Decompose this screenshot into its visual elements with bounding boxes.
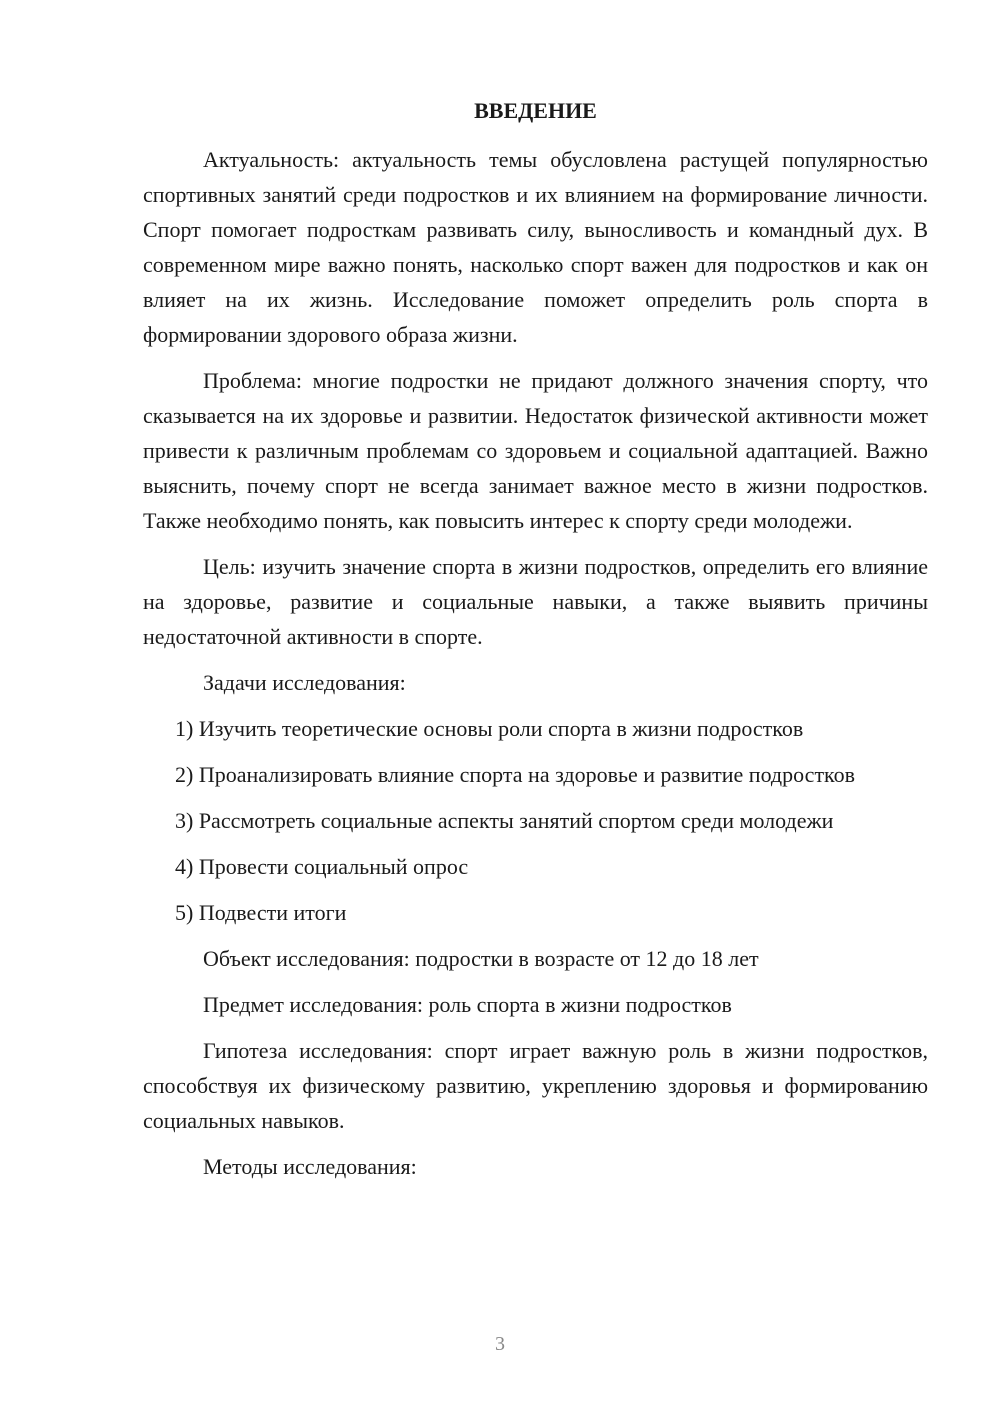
list-item: 2) Проанализировать влияние спорта на здоровье и развитие подростков [175, 762, 856, 787]
object-paragraph: Объект исследования: подростки в возрасте от 12 до 18 лет [203, 946, 759, 971]
problem-paragraph: Проблема: многие подростки не придают должного значения спорту, что сказывается на их здоровье и развитии. Недостаток физической активности может привести к различным проблемам со здоровьем и социальной адаптацией. Важно выяснить, почему спорт не всегда занимает важное место в жизни подростков. Также необходимо понять, как повысить интерес к спорту среди молодежи. [143, 368, 928, 533]
methods-heading: Методы исследования: [203, 1154, 417, 1179]
page-content [143, 93, 928, 1195]
list-item: 4) Провести социальный опрос [175, 854, 469, 879]
list-item: 5) Подвести итоги [175, 900, 347, 925]
list-item: 1) Изучить теоретические основы роли спорта в жизни подростков [175, 716, 804, 741]
tasks-heading: Задачи исследования: [203, 670, 406, 695]
tasks-list [143, 711, 928, 930]
goal-paragraph: Цель: изучить значение спорта в жизни подростков, определить его влияние на здоровье, развитие и социальные навыки, а также выявить причины недостаточной активности в спорте. [143, 554, 928, 649]
relevance-paragraph: Актуальность: актуальность темы обусловлена растущей популярностью спортивных занятий среди подростков и их влиянием на формирование личности. Спорт помогает подросткам развивать силу, выносливость и командный дух. В современном мире важно понять, насколько спорт важен для подростков и как он влияет на их жизнь. Исследование поможет определить роль спорта в формировании здорового образа жизни. [143, 147, 928, 347]
page-title: ВВЕДЕНИЕ [474, 98, 597, 123]
page-number: 3 [495, 1333, 505, 1355]
subject-paragraph: Предмет исследования: роль спорта в жизни подростков [203, 992, 732, 1017]
list-item: 3) Рассмотреть социальные аспекты занятий спортом среди молодежи [175, 808, 834, 833]
hypothesis-paragraph: Гипотеза исследования: спорт играет важную роль в жизни подростков, способствуя их физическому развитию, укреплению здоровья и формированию социальных навыков. [143, 1038, 928, 1133]
